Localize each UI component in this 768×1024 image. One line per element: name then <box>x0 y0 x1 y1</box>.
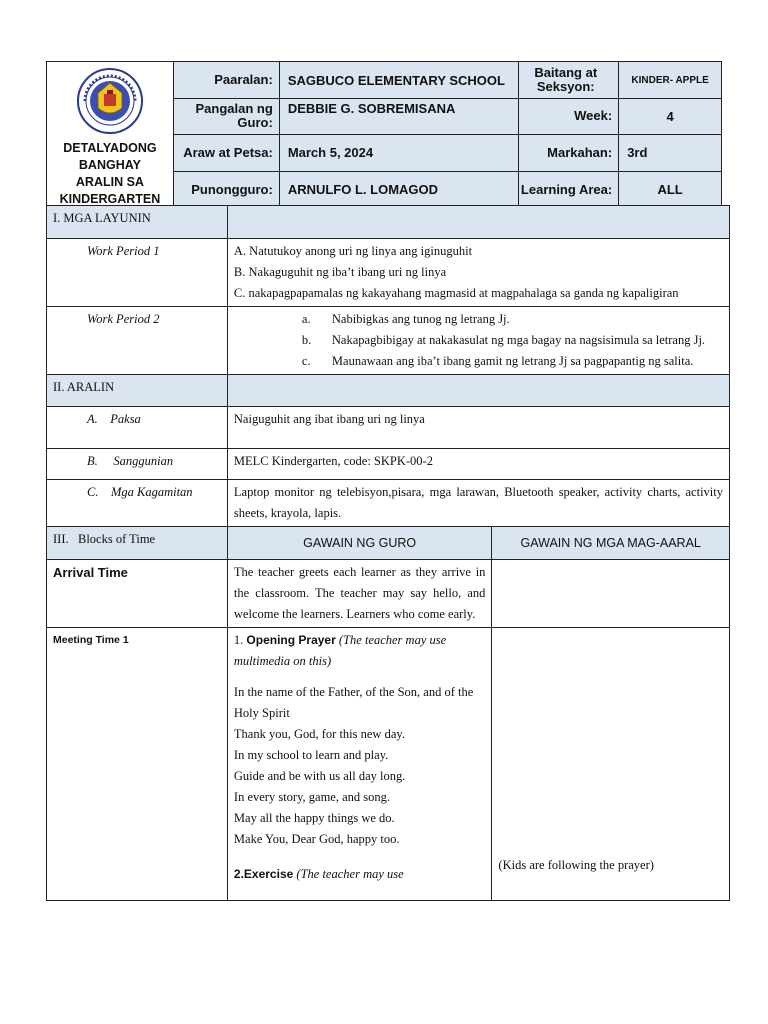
teacher-value: DEBBIE G. SOBREMISANA <box>279 99 518 135</box>
work-period-2-label: Work Period 2 <box>47 307 228 375</box>
section-lesson-fill <box>227 375 729 407</box>
objective-item: A. Natutukoy anong uri ng linya ang iginuguhit <box>233 244 473 258</box>
prayer-line: Thank you, God, for this new day. <box>233 727 405 741</box>
arrival-time-label: Arrival Time <box>47 560 228 628</box>
list-text: Nakapagbibigay at nakakasulat ng mga bagay na nagsisimula sa letrang Jj. <box>331 333 706 347</box>
prayer-line: Guide and be with us all day long. <box>233 769 406 783</box>
list-item <box>234 309 723 330</box>
plan-title-line: BANGHAY <box>78 158 141 172</box>
list-marker: a. <box>301 312 311 326</box>
section-blocks-title: III. Blocks of Time <box>47 527 228 560</box>
lesson-table <box>46 205 730 901</box>
list-item <box>234 351 723 372</box>
date-value: March 5, 2024 <box>279 134 518 171</box>
work-period-2-content <box>227 307 729 375</box>
prayer-line: In every story, game, and song. <box>233 790 390 804</box>
exercise-heading <box>234 864 486 885</box>
section-objectives-title: I. MGA LAYUNIN <box>47 206 228 239</box>
reference-value: MELC Kindergarten, code: SKPK-00-2 <box>227 449 729 480</box>
week-label: Week: <box>519 99 619 135</box>
list-text: Nabibigkas ang tunog ng letrang Jj. <box>331 312 510 326</box>
exercise-note: (The teacher may use <box>296 867 404 881</box>
arrival-learner-cell <box>492 560 730 628</box>
deped-seal-icon <box>77 68 143 134</box>
exercise-title: 2.Exercise <box>233 867 294 881</box>
list-marker: b. <box>301 333 312 347</box>
prayer-line: Make You, Dear God, happy too. <box>233 832 400 846</box>
meeting-time-label: Meeting Time 1 <box>47 628 228 901</box>
section-lesson-title: II. ARALIN <box>47 375 228 407</box>
objective-item: C. nakapagpapamalas ng kakayahang magmasid at magpahalaga sa ganda ng kapaligiran <box>233 286 679 300</box>
objective-item: B. Nakaguguhit ng iba’t ibang uri ng linya <box>233 265 447 279</box>
learning-area-label: Learning Area: <box>519 171 619 208</box>
week-value: 4 <box>619 99 722 135</box>
meeting-learner-cell <box>492 628 730 901</box>
plan-title-line: DETALYADONG <box>63 141 157 155</box>
meeting-teacher-cell <box>227 628 492 901</box>
prayer-line: May all the happy things we do. <box>233 811 395 825</box>
list-item <box>234 330 723 351</box>
prayer-line: In my school to learn and play. <box>233 748 389 762</box>
materials-value: Laptop monitor ng telebisyon,pisara, mga larawan, Bluetooth speaker, activity charts, activity sheets, krayola, lapis. <box>227 480 729 527</box>
learning-area-value: ALL <box>619 171 722 208</box>
grade-section-value: KINDER- APPLE <box>619 62 722 99</box>
prayer-heading <box>234 630 486 672</box>
teacher-activity-header: GAWAIN NG GURO <box>227 527 492 560</box>
prayer-title: Opening Prayer <box>246 633 336 647</box>
prayer-note: (The teacher may use multimedia on this) <box>233 633 447 668</box>
principal-label: Punongguro: <box>173 171 279 208</box>
school-value: SAGBUCO ELEMENTARY SCHOOL <box>279 62 518 99</box>
section-objectives-fill <box>227 206 729 239</box>
plan-title-line: KINDERGARTEN <box>59 192 161 206</box>
prayer-number: 1. <box>233 633 244 647</box>
teacher-label: Pangalan ng Guro: <box>173 99 279 135</box>
work-period-1-content <box>227 239 729 307</box>
prayer-line: In the name of the Father, of the Son, and of the Holy Spirit <box>233 685 474 720</box>
header-table <box>46 61 722 209</box>
topic-value: Naiguguhit ang ibat ibang uri ng linya <box>227 407 729 449</box>
principal-value: ARNULFO L. LOMAGOD <box>279 171 518 208</box>
arrival-teacher-text: The teacher greets each learner as they arrive in the classroom. The teacher may say hello, and welcome the learners. Learners who come early. <box>227 560 492 628</box>
learner-activity-header: GAWAIN NG MGA MAG-AARAL <box>492 527 730 560</box>
grade-section-label: Baitang at Seksyon: <box>519 62 619 99</box>
logo-title-cell <box>47 62 174 209</box>
plan-title-line: ARALIN SA <box>75 175 144 189</box>
reference-label: B. Sanggunian <box>47 449 228 480</box>
materials-label: C. Mga Kagamitan <box>47 480 228 527</box>
work-period-1-label: Work Period 1 <box>47 239 228 307</box>
list-text: Maunawaan ang iba’t ibang gamit ng letrang Jj sa pagpapantig ng salita. <box>331 354 694 368</box>
date-label: Araw at Petsa: <box>173 134 279 171</box>
school-label: Paaralan: <box>173 62 279 99</box>
quarter-value: 3rd <box>619 134 722 171</box>
list-marker: c. <box>301 354 311 368</box>
kids-activity-text: (Kids are following the prayer) <box>498 858 654 872</box>
quarter-label: Markahan: <box>519 134 619 171</box>
topic-label: A. Paksa <box>47 407 228 449</box>
